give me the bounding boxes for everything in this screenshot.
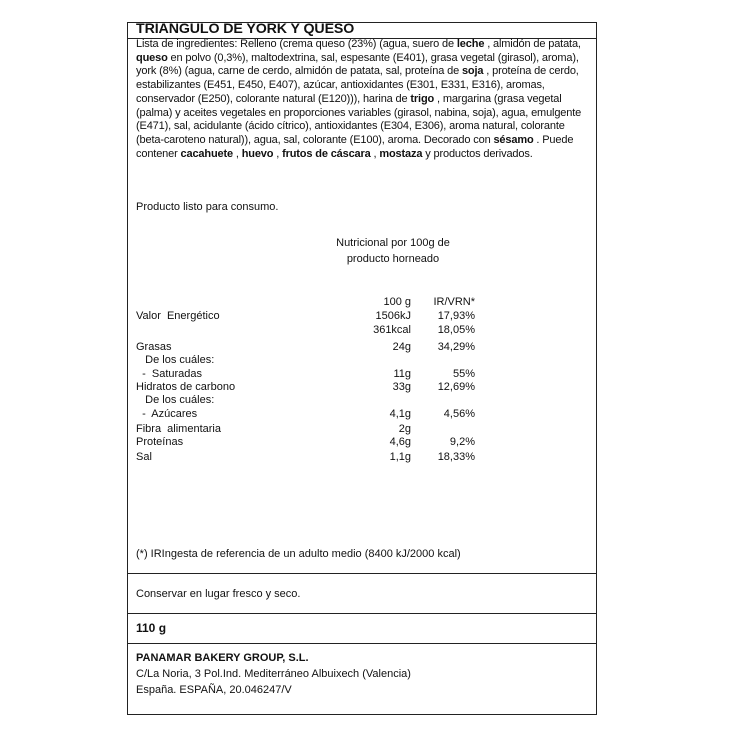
- nutrition-row: [136, 436, 481, 449]
- nutrition-header-line2: producto horneado: [346, 252, 440, 265]
- nutrition-row: [136, 368, 481, 381]
- per-100g-value: 4,6g: [389, 436, 411, 448]
- weight-divider: [127, 643, 597, 644]
- ingredient-text: en polvo (0,3%), maltodextrina, sal, espesante (E401), grasa vegetal (girasol), aroma), york (8%) (agua, carne de cerdo, almidón de patata, sal, proteína de: [136, 51, 579, 78]
- nutrition-header: [318, 236, 468, 267]
- reference-intake-value: 12,69%: [437, 381, 475, 393]
- ingredient-text: Lista de ingredientes: Relleno (crema queso (23%) (agua, suero de: [136, 38, 457, 50]
- allergen-text: cacahuete: [180, 147, 233, 160]
- company-address: C/La Noria, 3 Pol.Ind. Mediterráneo Albuixech (Valencia): [136, 668, 411, 680]
- allergen-text: queso: [136, 51, 168, 64]
- nutrition-row: [136, 451, 481, 464]
- col-100g-header: 100 g: [383, 296, 411, 308]
- nutrition-row: [136, 324, 481, 337]
- per-100g-value: 33g: [392, 381, 411, 393]
- nutrition-row: [136, 341, 481, 354]
- allergen-text: trigo: [410, 92, 435, 105]
- ingredient-text: . Puede contener: [136, 133, 574, 160]
- col-ir-header: IR/VRN*: [433, 296, 475, 308]
- nutrient-label: Fibra alimentaria: [136, 423, 221, 435]
- ingredient-text: ,: [232, 147, 242, 160]
- company-country: España. ESPAÑA, 20.046247/V: [136, 684, 292, 696]
- nutrient-label: De los cuáles:: [136, 394, 215, 406]
- reference-intake-value: 18,33%: [437, 451, 475, 463]
- nutrition-row: [136, 381, 481, 394]
- allergen-text: leche: [456, 38, 485, 50]
- reference-intake-value: 34,29%: [437, 341, 475, 353]
- per-100g-value: 24g: [392, 341, 411, 353]
- nutrition-header-line1: Nutricional por 100g de: [336, 237, 450, 249]
- per-100g-value: 2g: [398, 423, 411, 435]
- per-100g-value: 1506kJ: [375, 310, 411, 322]
- nutrition-row: [136, 408, 481, 421]
- per-100g-value: 1,1g: [389, 451, 411, 463]
- per-100g-value: 361kcal: [373, 324, 411, 336]
- nutrient-label: Valor Energético: [136, 310, 220, 322]
- allergen-text: mostaza: [379, 147, 423, 160]
- allergen-text: sésamo: [493, 133, 534, 146]
- footnote: (*) IRIngesta de referencia de un adulto medio (8400 kJ/2000 kcal): [136, 548, 461, 560]
- nutrient-label: De los cuáles:: [136, 354, 215, 366]
- storage-divider: [127, 613, 597, 614]
- ingredient-text: y productos derivados.: [422, 147, 533, 160]
- reference-intake-value: 17,93%: [437, 310, 475, 322]
- nutrition-column-headers: [136, 296, 481, 309]
- per-100g-value: 11g: [393, 368, 411, 380]
- nutrient-label: - Azúcares: [136, 408, 198, 420]
- allergen-text: frutos de cáscara: [282, 147, 371, 160]
- nutrition-row: [136, 423, 481, 436]
- nutrition-row: [136, 310, 481, 323]
- nutrient-label: Grasas: [136, 341, 172, 353]
- nutrition-row: [136, 354, 481, 367]
- ingredient-text: , margarina (grasa vegetal (palma) y aceites vegetales en proporciones variables (girasol, nabina, soja), agua, emulgente (E471), sal, acidulante (ácido cítrico), antioxidantes (E304, E306), aroma natural, colorante (beta-caroteno natural)), agua, sal, colorante (E100), aroma. Decorado con: [136, 92, 582, 146]
- allergen-text: huevo: [241, 147, 274, 160]
- ingredient-text: , proteína de cerdo, estabilizantes (E451, E450, E407), azúcar, antioxidantes (E301, E331, E316), aromas, conservador (E250), colorante natural (E120))), harina de: [136, 65, 579, 105]
- ready-note: Producto listo para consumo.: [136, 201, 279, 213]
- ingredient-text: ,: [273, 147, 283, 160]
- product-title: TRIANGULO DE YORK Y QUESO: [136, 21, 355, 37]
- nutrient-label: Sal: [136, 451, 152, 463]
- reference-intake-value: 55%: [452, 368, 475, 380]
- allergen-text: soja: [461, 65, 484, 78]
- ingredient-text: , almidón de patata,: [484, 38, 581, 50]
- ingredients-list: [136, 38, 588, 161]
- ingredient-text: ,: [370, 147, 380, 160]
- reference-intake-value: 9,2%: [449, 436, 475, 448]
- storage-note: Conservar en lugar fresco y seco.: [136, 588, 301, 600]
- nutrient-label: Proteínas: [136, 436, 184, 448]
- footnote-divider: [127, 573, 597, 574]
- reference-intake-value: 18,05%: [437, 324, 475, 336]
- company-name: PANAMAR BAKERY GROUP, S.L.: [136, 652, 309, 664]
- net-weight: 110 g: [136, 621, 167, 635]
- nutrient-label: - Saturadas: [136, 368, 203, 380]
- per-100g-value: 4,1g: [389, 408, 411, 420]
- nutrition-row: [136, 394, 481, 407]
- nutrient-label: Hidratos de carbono: [136, 381, 236, 393]
- reference-intake-value: 4,56%: [443, 408, 475, 420]
